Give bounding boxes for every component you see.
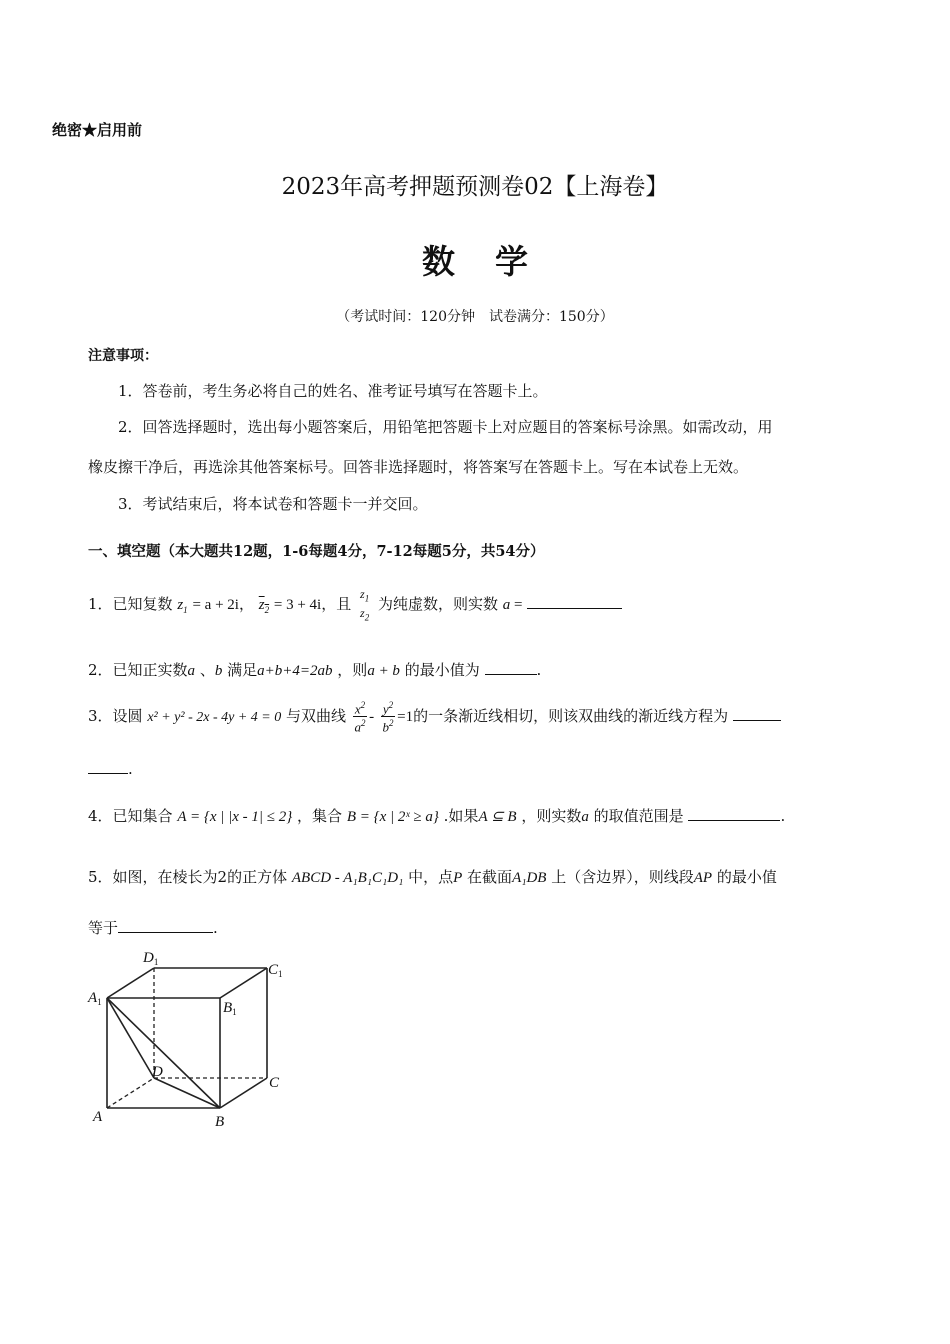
y2-over-b2: $\frac{y^2}{b^2}$: [382, 699, 394, 735]
label-A1: $A_1$: [88, 990, 102, 1007]
answer-blank-1[interactable]: [527, 594, 622, 609]
x2-over-a2: $\frac{x^2}{a^2}$: [354, 699, 366, 735]
exam-time-info: （考试时间：120分钟 试卷满分：150分）: [336, 309, 614, 325]
section-1-heading: 一、填空题（本大题共12题，1-6每题4分，7-12每题5分，共54分）: [88, 543, 545, 560]
notice-heading: 注意事项：: [88, 348, 158, 364]
question-4: 4．已知集合 A = {x | |x - 1| ≤ 2} ，集合 B = {x | 2ˣ ≥ a} .如果A ⊆ B ，则实数a 的取值范围是 .: [88, 807, 786, 825]
notice-item-2a: 2．回答选择题时，选出每小题答案后，用铅笔把答题卡上对应题目的答案标号涂黑。如需改动，用: [118, 418, 773, 436]
answer-blank-4[interactable]: [688, 806, 780, 821]
subject-title: 数学: [422, 242, 568, 281]
edge-A1D1: [107, 968, 154, 998]
question-1: 1．已知复数 $z_1 = a + 2i$， $z_2 = 3 + 4i$，且 $z_1$ $z_2$ 为纯虚数，则实数 a =: [88, 584, 622, 630]
edge-AD-hidden: [107, 1078, 154, 1108]
label-C1: $C_1$: [268, 962, 283, 979]
label-B1: $B_1$: [223, 1000, 237, 1017]
z1: $z_1$: [177, 597, 188, 615]
question-5-line-2: 等于 .: [88, 919, 218, 937]
exam-title: 2023年高考押题预测卷02【上海卷】: [281, 174, 669, 200]
diagonal-A1B: [107, 998, 220, 1108]
label-C: C: [269, 1075, 280, 1091]
label-D1: $D_1$: [143, 950, 159, 967]
question-2: 2．已知正实数a 、b 满足a+b+4=2ab ，则a + b 的最小值为 .: [88, 661, 542, 679]
cube-figure: [88, 946, 302, 1136]
answer-blank-3a[interactable]: [733, 706, 781, 721]
question-3: 3．设圆 x² + y² - 2x - 4y + 4 = 0 与双曲线 $\frac{x^2}{a^2}$ - $\frac{y^2}{b^2}$ =1的一条渐近线相切，则该双曲线的渐近线方程为: [88, 692, 781, 742]
question-5: 5．如图，在棱长为2的正方体 ABCD - A₁B₁C₁D₁ 中，点P 在截面A₁DB 上（含边界），则线段AP 的最小值: [88, 868, 777, 886]
question-3-continued: .: [88, 759, 133, 778]
notice-item-1: 1．答卷前，考生务必将自己的姓名、准考证号填写在答题卡上。: [118, 382, 548, 400]
label-B: B: [215, 1114, 225, 1130]
label-D: D: [152, 1064, 163, 1080]
edge-B1C1: [220, 968, 267, 998]
notice-item-2b: 橡皮擦干净后，再选涂其他答案标号。回答非选择题时，将答案写在答题卡上。写在本试卷上无效。: [88, 458, 749, 476]
answer-blank-3b[interactable]: [88, 759, 128, 774]
answer-blank-5[interactable]: [118, 918, 213, 933]
answer-blank-2[interactable]: [485, 660, 537, 675]
edge-BC: [220, 1078, 267, 1108]
label-A: A: [93, 1109, 103, 1125]
z1-over-z2-fraction: $z_1$ $z_2$: [360, 587, 370, 622]
diagonal-DB: [154, 1078, 220, 1108]
notice-item-3: 3．考试结束后，将本试卷和答题卡一并交回。: [118, 495, 428, 513]
z2-conjugate: $z_2$: [258, 597, 270, 615]
confidential-mark: 绝密★启用前: [52, 121, 143, 139]
